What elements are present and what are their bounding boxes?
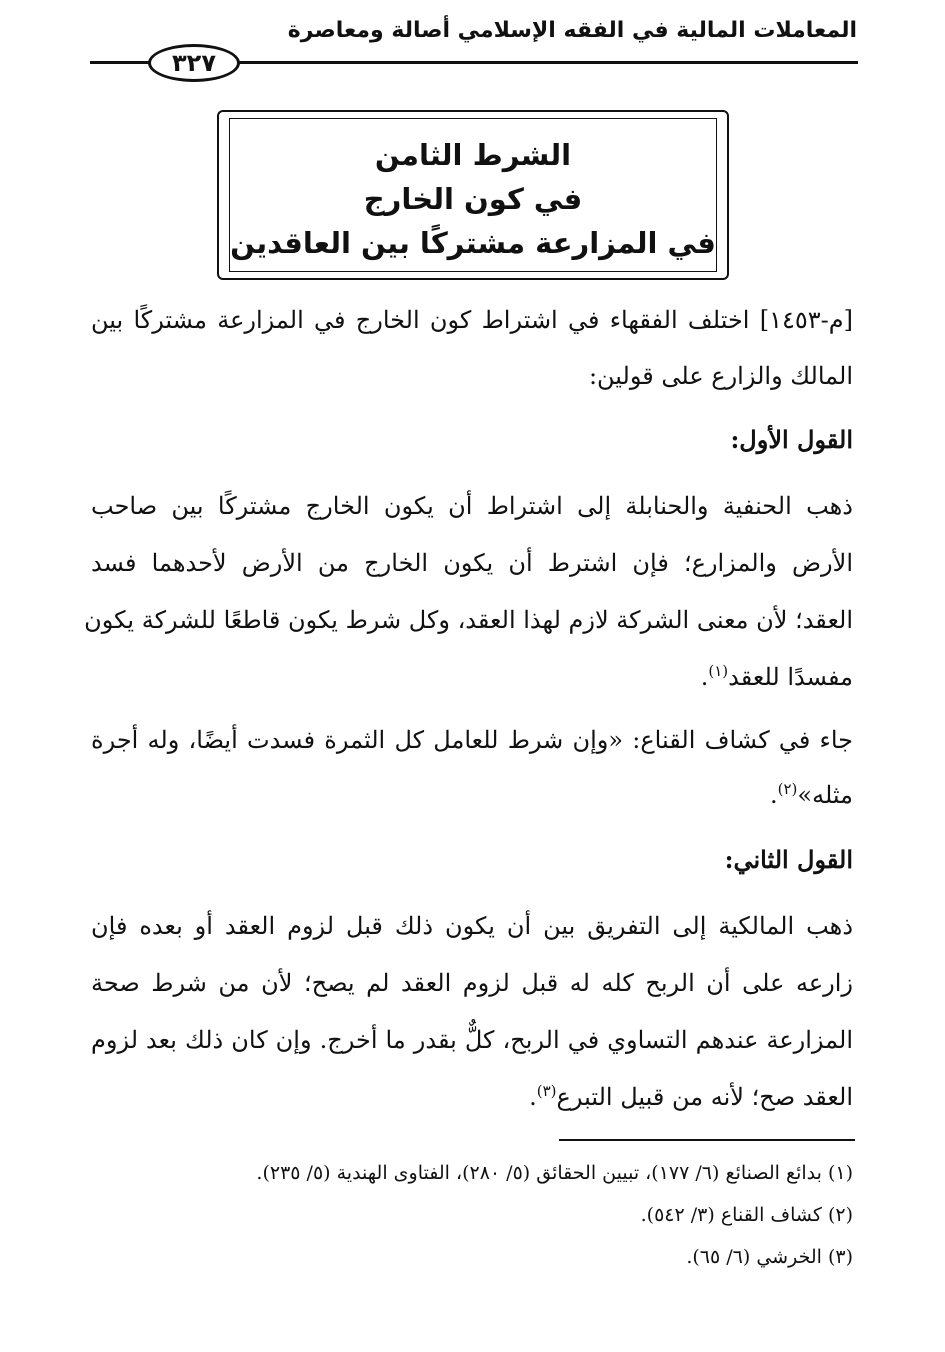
footnote-1: (١) بدائع الصنائع (٦/ ١٧٧)، تبيين الحقائق (٥/ ٢٨٠)، الفتاوى الهندية (٥/ ٢٣٥). — [256, 1162, 853, 1184]
p2-line-1: جاء في كشاف القناع: «وإن شرط للعامل كل الثمرة فسدت أيضًا، وله أجرة — [91, 726, 853, 754]
chapter-title-line-2: في كون الخارج — [363, 182, 583, 216]
p2-line-2-text: مثله» — [797, 781, 853, 809]
footnote-separator — [559, 1139, 855, 1141]
p1-line-4-end: . — [700, 663, 709, 691]
p3-line-4 — [91, 1077, 853, 1117]
p2-line-2 — [91, 775, 853, 815]
heading-first-opinion: القول الأول: — [730, 425, 853, 454]
footnote-ref-2: (٢) — [777, 780, 798, 798]
p1-line-2: الأرض والمزارع؛ فإن اشترط أن يكون الخارج من الأرض لأحدهما فسد — [91, 549, 853, 577]
p1-line-4 — [91, 657, 853, 697]
p3-line-1: ذهب المالكية إلى التفريق بين أن يكون ذلك قبل لزوم العقد أو بعده فإن — [91, 912, 853, 940]
p1-line-1: ذهب الحنفية والحنابلة إلى اشتراط أن يكون الخارج مشتركًا بين صاحب — [91, 492, 853, 520]
intro-line-1: [م-١٤٥٣] اختلف الفقهاء في اشتراط كون الخارج في المزارعة مشتركًا بين — [91, 306, 853, 334]
p2-line-2-end: . — [769, 781, 778, 809]
footnote-2: (٢) كشاف القناع (٣/ ٥٤٢). — [640, 1204, 853, 1226]
chapter-title-frame — [217, 110, 729, 280]
p3-line-3: المزارعة عندهم التساوي في الربح، كلٌّ بقدر ما أخرج. وإن كان ذلك بعد لزوم — [91, 1026, 853, 1054]
footnote-ref-1: (١) — [708, 662, 729, 680]
chapter-title-inner-border — [229, 118, 717, 272]
page-number: ٣٢٧ — [148, 44, 240, 82]
p1-line-3: العقد؛ لأن معنى الشركة لازم لهذا العقد، وكل شرط يكون قاطعًا للشركة يكون — [84, 606, 853, 634]
p3-line-2: زارعه على أن الربح كله له قبل لزوم العقد لم يصح؛ لأن من شرط صحة — [91, 969, 853, 997]
footnote-ref-3: (٣) — [536, 1082, 557, 1100]
p1-line-4-text: مفسدًا للعقد — [728, 663, 853, 691]
chapter-title-line-1: الشرط الثامن — [374, 138, 572, 172]
heading-second-opinion: القول الثاني: — [724, 845, 853, 874]
intro-line-2: المالك والزارع على قولين: — [588, 362, 853, 390]
running-header: المعاملات المالية في الفقه الإسلامي أصالة ومعاصرة — [287, 18, 857, 43]
p3-line-4-text: العقد صح؛ لأنه من قبيل التبرع — [556, 1083, 853, 1111]
footnote-3: (٣) الخرشي (٦/ ٦٥). — [686, 1246, 853, 1268]
p3-line-4-end: . — [529, 1083, 537, 1111]
chapter-title-line-3: في المزارعة مشتركًا بين العاقدين — [230, 226, 716, 260]
